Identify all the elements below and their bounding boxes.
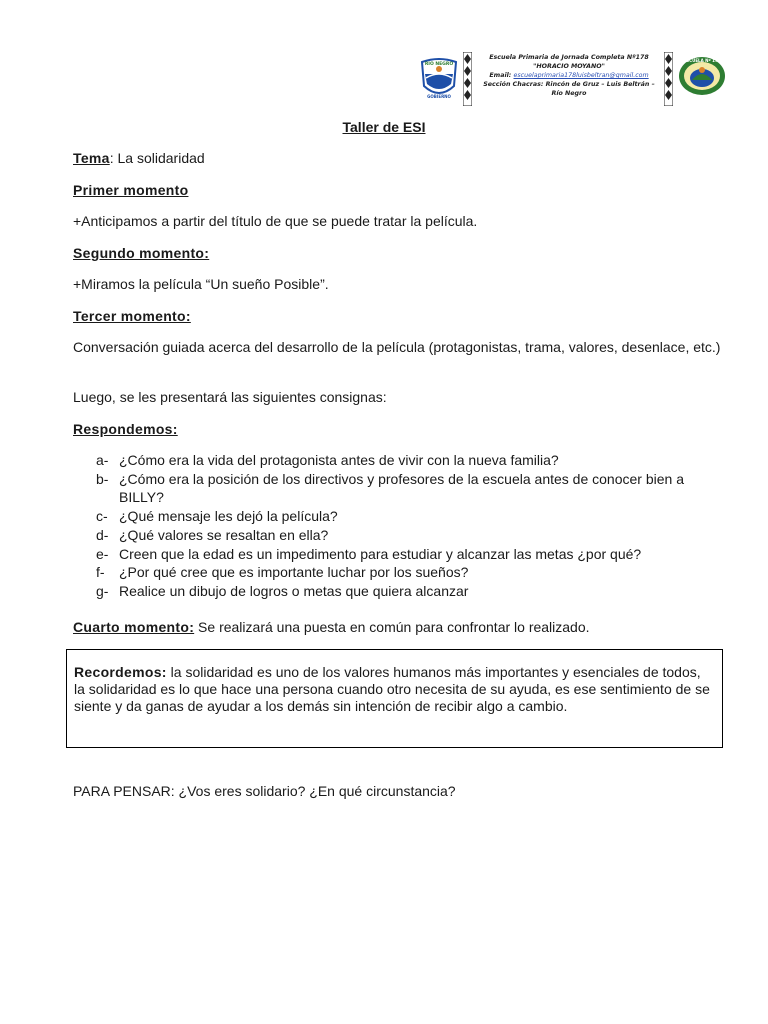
email-label: Email: xyxy=(489,72,512,79)
list-item xyxy=(96,563,716,582)
school-info xyxy=(478,53,660,98)
consignas-list xyxy=(96,451,716,601)
logo-left-top-text: RIO NEGRO xyxy=(424,62,454,67)
recordemos-label: Recordemos: xyxy=(74,664,167,680)
segundo-momento-heading: Segundo momento: xyxy=(73,245,210,261)
primer-momento-heading: Primer momento xyxy=(73,182,189,198)
decorative-border-right-icon xyxy=(664,52,673,106)
list-marker: f- xyxy=(96,564,105,581)
list-marker: d- xyxy=(96,526,109,543)
school-header xyxy=(418,50,728,108)
seal-text: ESCUELA Nº 178 xyxy=(683,58,721,63)
segundo-momento-text: +Miramos la película “Un sueño Posible”. xyxy=(73,276,329,292)
school-motto-line: "HORACIO MOYANO" xyxy=(533,63,605,70)
list-item-text: Creen que la edad es un impedimento para estudiar y alcanzar las metas ¿por qué? xyxy=(119,545,642,562)
list-item xyxy=(96,526,716,545)
tercer-momento-text: Conversación guiada acerca del desarrollo de la película (protagonistas, trama, valores, desenlace, etc.) xyxy=(73,339,721,355)
school-seal-icon xyxy=(678,56,726,96)
decorative-border-left-icon xyxy=(463,52,472,106)
list-marker: g- xyxy=(96,582,109,599)
list-marker: c- xyxy=(96,508,108,525)
list-item xyxy=(96,470,716,507)
page-title: Taller de ESI xyxy=(342,119,426,135)
cuarto-momento-heading: Cuarto momento: xyxy=(73,619,195,635)
school-email-line xyxy=(478,71,660,80)
school-name-line: Escuela Primaria de Jornada Completa Nº178 xyxy=(489,54,649,61)
list-item-text: ¿Qué valores se resaltan en ella? xyxy=(119,526,329,543)
list-item xyxy=(96,582,716,601)
list-item-text: Realice un dibujo de logros o metas que quiera alcanzar xyxy=(119,582,469,599)
list-item xyxy=(96,507,716,526)
list-marker: b- xyxy=(96,470,109,487)
tema-text: : La solidaridad xyxy=(109,150,205,166)
list-marker: a- xyxy=(96,452,109,468)
recordemos-box xyxy=(66,649,723,748)
school-address-line: Sección Chacras: Rincón de Gruz – Luis Beltrán – Río Negro xyxy=(483,81,655,97)
tema-label: Tema xyxy=(73,150,110,166)
logo-left-bottom-text: GOBIERNO xyxy=(427,94,451,99)
recordemos-text: la solidaridad es uno de los valores humanos más importantes y esenciales de todos, la solidaridad es lo que hace una persona cuando otro necesita de su ayuda, es ese sentimiento de se siente y da ganas de ayudar a los demás sin intención de recibir algo a cambio. xyxy=(74,664,710,714)
list-item-text: ¿Por qué cree que es importante luchar por los sueños? xyxy=(119,564,469,581)
cuarto-momento-line xyxy=(73,618,723,636)
list-item xyxy=(96,545,716,564)
list-item-text: ¿Cómo era la vida del protagonista antes de vivir con la nueva familia? xyxy=(119,452,559,468)
tercer-momento-heading: Tercer momento: xyxy=(73,308,191,324)
luego-text: Luego, se les presentará las siguientes consignas: xyxy=(73,389,387,405)
list-marker: e- xyxy=(96,545,109,562)
primer-momento-text: +Anticipamos a partir del título de que se puede tratar la película. xyxy=(73,213,478,229)
list-item-text: ¿Qué mensaje les dejó la película? xyxy=(119,508,338,525)
tema-line xyxy=(73,149,723,167)
rio-negro-emblem-icon xyxy=(418,56,460,100)
email-link[interactable]: escuelaprimaria178luisbeltran@gmail.com xyxy=(513,72,649,79)
list-item-text: ¿Cómo era la posición de los directivos y profesores de la escuela antes de conocer bien a BILLY? xyxy=(119,470,684,506)
para-pensar-text: PARA PENSAR: ¿Vos eres solidario? ¿En qué circunstancia? xyxy=(73,783,456,799)
respondemos-heading: Respondemos: xyxy=(73,421,178,437)
list-item xyxy=(96,451,716,470)
cuarto-momento-text: Se realizará una puesta en común para confrontar lo realizado. xyxy=(194,619,590,635)
